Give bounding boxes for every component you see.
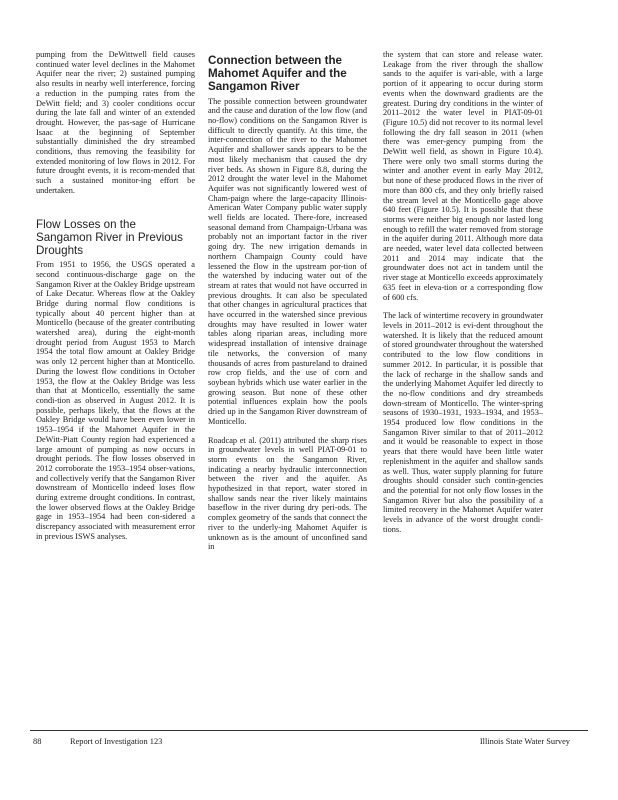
section-heading-flow-losses: Flow Losses on the Sangamon River in Previous Droughts — [36, 217, 183, 257]
footer-divider — [30, 730, 588, 731]
section-heading-connection: Connection between the Mahomet Aquifer and the Sangamon River — [208, 54, 347, 94]
organization-name: Illinois State Water Survey — [479, 737, 570, 746]
paragraph-storage: the system that can store and release water. Leakage from the river through the shallow sands to the aquifer is vari-able, with a large portion of it appearing to occur during storm events when the downward gradients are the greatest. During dry conditions in the winter of 2011–2012 the water level in PIAT-09-01 (Figure 10.5) did not recover to its normal level following the dry fall season in 2011 (when there was emer-gency pumping from the DeWitt well field, as shown in Figure 10.4). There were only two small storms during the winter and another event in early May 2012, but none of these produced flows in the river of more than 800 cfs, and they only briefly raised the stream level at the Monticello gage above 640 feet (Figure 10.5). It is possible that these storms were neither big enough nor lasted long enough to refill the water removed from storage in the aquifer during 2011. Although more data are needed, water level data collected between 2011 and 2014 may indicate that the groundwater does not act in tandem until the river stage at Monticello exceeds approximately 635 feet in eleva-tion or a corresponding flow of 600 cfs. — [383, 50, 543, 302]
paragraph-flow-losses: From 1951 to 1956, the USGS operated a second continuous-discharge gage on the Sangamon River at the Oakley Bridge upstream of Lake Decatur. Whereas flow at the Oakley Bridge during normal flow conditions is typically about 40 percent higher than at Monticello (because of the greater contributing watershed area), during the eight-month drought period from August 1953 to March 1954 the total flow amount at Oakley Bridge was only 12 percent higher than at Monticello. During the lowest flow conditions in October 1953, the flow at the Oakley Bridge was less than that at Monticello, essentially the same condi-tion as observed in August 2012. It is possible, perhaps likely, that the flows at the Oakley Bridge would have been even lower in 1953–1954 if the Mahomet Aquifer in the DeWitt-Piatt County region had experienced a large amount of pumping as now occurs in drought periods. The flow losses observed in 2012 corroborate the 1953–1954 obser-vations, and collectively verify that the Sangamon River downstream of Monticello indeed loses flow during extreme drought conditions. In contrast, the lower observed flows at the Oakley Bridge gage in 1953–1954 had been con-sidered a discrepancy associated with measurement error in previous ISWS analyses. — [36, 260, 195, 541]
paragraph-intro: pumping from the DeWittwell field causes continued water level declines in the Mahomet Aquifer near the river; 2) sustained pumping also results in nearby well interference, forcing a reduction in the pumping rates from the DeWitt field; and 3) cooler conditions occur during the late fall and winter of an extended drought. However, the pas-sage of Hurricane Isaac at the beginning of September substantially diminished the dry streambed conditions, thus removing the feasibility for extended monitoring of low flows in 2012. For future drought events, it is recom-mended that such a sustained monitor-ing effort be undertaken. — [36, 50, 195, 195]
paragraph-connection-2: Roadcap et al. (2011) attributed the sharp rises in groundwater levels in well PIAT-09-01 to storm events on the Sangamon River, indicating a nearby hydraulic interconnection between the river and the aquifer. As hypothesized in that report, water stored in shallow sands near the river likely maintains baseflow in the river during dry peri-ods. The complex geometry of the sands that connect the river to the underly-ing Mahomet Aquifer is unknown as is the amount of unconfined sand in — [208, 435, 367, 552]
column-1 — [36, 50, 195, 551]
report-series: Report of Investigation 123 — [70, 737, 163, 746]
paragraph-winter-recovery: The lack of wintertime recovery in groundwater levels in 2011–2012 is evi-dent throughout the watershed. It is likely that the reduced amount of stored groundwater throughout the watershed contributed to the low flow conditions in summer 2012. In particular, it is possible that the lack of recharge in the shallow sands and the underlying Mahomet Aquifer led directly to the no-flow conditions and dry streambeds down-stream of Monticello. The winter-spring seasons of 1930–1931, 1933–1934, and 1953–1954 produced low flow conditions in the Sangamon River similar to that of 2011–2012 and it would be reasonable to expect in those years that there would have been little water replenishment in the aquifer and shallow sands as well. Thus, water supply planning for future droughts should consider such contin-gencies and the potential for not only flow losses in the Sangamon River but also the possibility of a limited recovery in the Mahomet Aquifer water levels in advance of the worst drought condi-tions. — [383, 311, 543, 534]
page-number: 88 — [33, 737, 42, 746]
column-2 — [208, 50, 367, 561]
column-3 — [383, 50, 543, 543]
paragraph-connection-1: The possible connection between groundwater and the cause and duration of the low flow (and no-flow) conditions on the Sangamon River is difficult to directly quantify. At this time, the inter-connection of the river to the Mahomet Aquifer and shallower sands appears to be the most likely mechanism that caused the dry river beds. As shown in Figure 8.8, during the 2012 drought the water level in the Mahomet Aquifer was not significantly lowered west of Cham-paign where the large-capacity Illinois-American Water Company public water supply well fields are located. There-fore, increased seasonal demand from Champaign-Urbana was probably not an important factor in the river going dry. The new irrigation demands in northern Champaign County could have lessened the flow in the upstream por-tion of the watershed by inducing water out of the stream at rates that would not have occurred in previous droughts. It can also be speculated that other changes in agricultural practices that have occurred in the watershed since previous droughts may have resulted in lower water tables along riparian areas, including more widespread installation of intensive drainage tile networks, the conversion of many thousands of acres from pastureland to drained row crop fields, and the use of corn and soybean hybrids which use water earlier in the growing season. But none of these other potential influences explain how the pools dried up in the Sangamon River downstream of Monticello. — [208, 96, 367, 426]
